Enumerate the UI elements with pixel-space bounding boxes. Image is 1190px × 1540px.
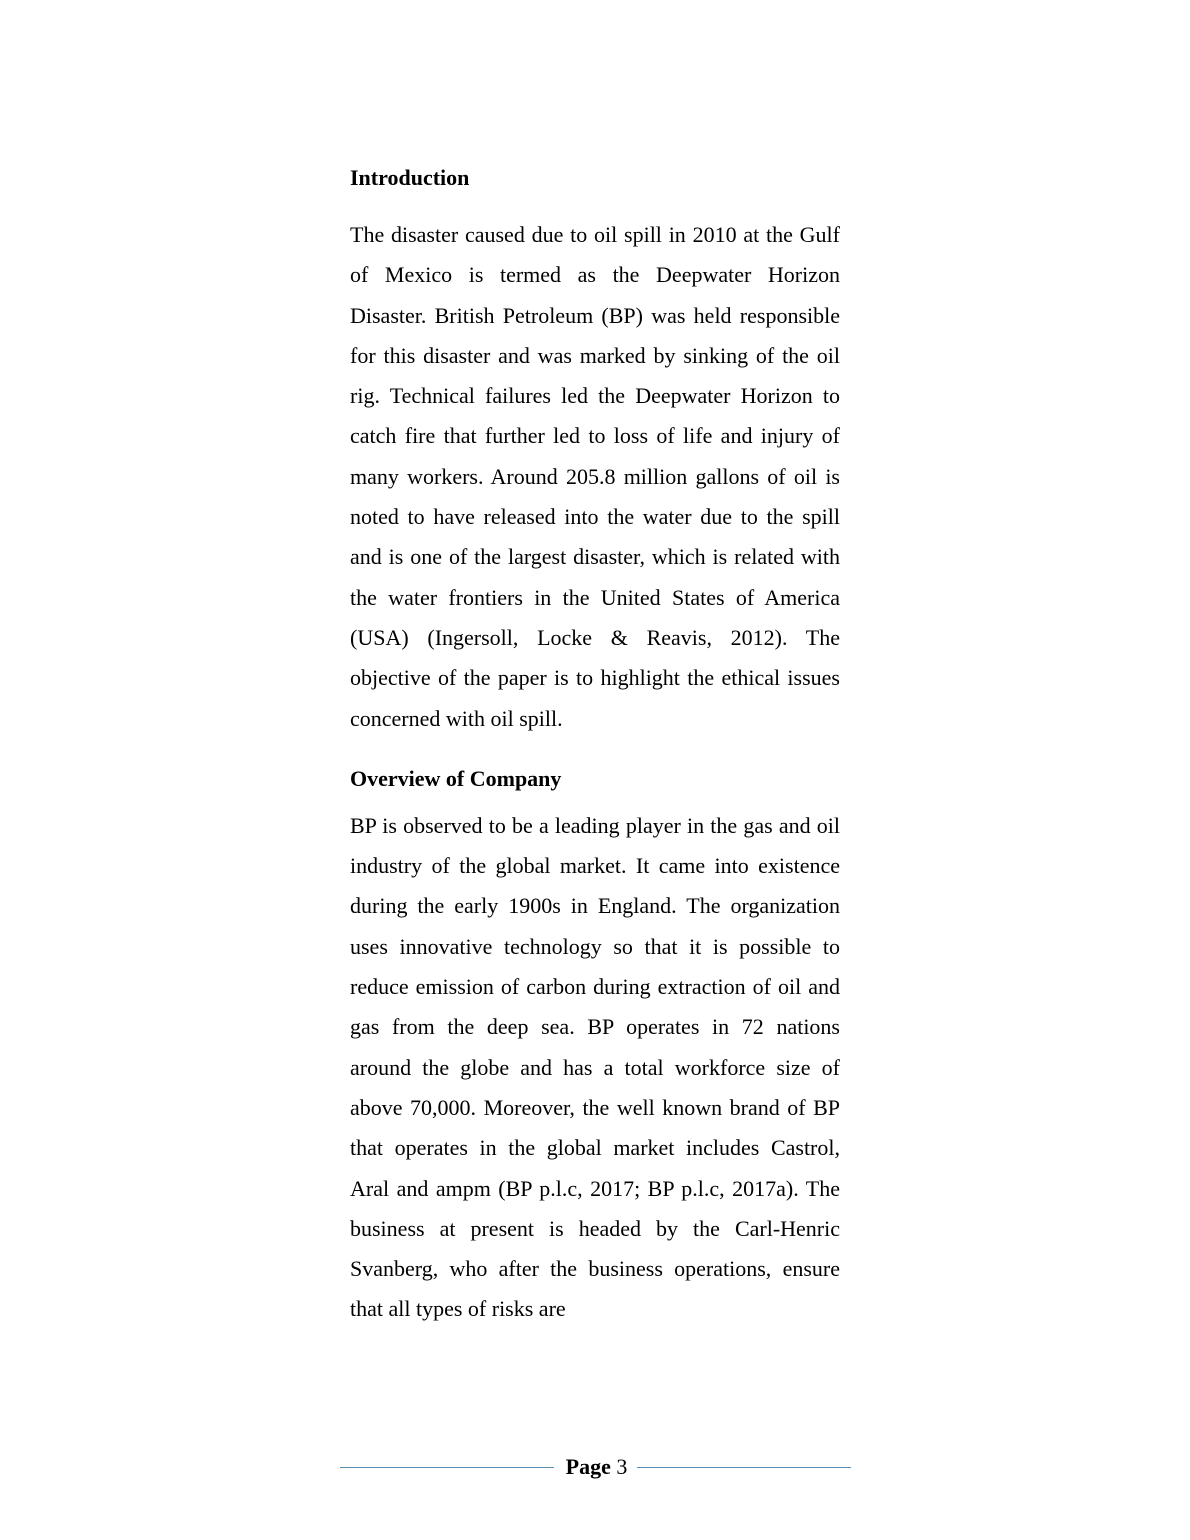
overview-heading: Overview of Company: [350, 765, 562, 791]
page-word: Page: [565, 1454, 611, 1479]
footer-right-rule: [637, 1467, 851, 1468]
overview-paragraph: BP is observed to be a leading player in the gas and oil industry of the global market. It came into existence during the early 1900s in England. The organization uses innovative technology so that it is possible to reduce emission of carbon during extraction of oil and gas from the deep sea. BP operates in 72 nations around the globe and has a total workforce size of above 70,000. Moreover, the well known brand of BP that operates in the global market includes Castrol, Aral and ampm (BP p.l.c, 2017; BP p.l.c, 2017a). The business at present is headed by the Carl-Henric Svanberg, who after the business operations, ensure that all types of risks are: [350, 812, 840, 1322]
footer-left-rule: [340, 1467, 554, 1468]
page-number: 3: [616, 1454, 628, 1479]
page-footer: [340, 1449, 851, 1485]
introduction-paragraph: The disaster caused due to oil spill in 2010 at the Gulf of Mexico is termed as the Deepwater Horizon Disaster. British Petroleum (BP) was held responsible for this disaster and was marked by sinking of the oil rig. Technical failures led the Deepwater Horizon to catch fire that further led to loss of life and injury of many workers. Around 205.8 million gallons of oil is noted to have released into the water due to the spill and is one of the largest disaster, which is related with the water frontiers in the United States of America (USA) (Ingersoll, Locke & Reavis, 2012). The objective of the paper is to highlight the ethical issues concerned with oil spill.: [350, 222, 840, 731]
page-content: [350, 160, 840, 1330]
introduction-heading: Introduction: [350, 165, 470, 190]
page-number-label: [554, 1454, 638, 1480]
